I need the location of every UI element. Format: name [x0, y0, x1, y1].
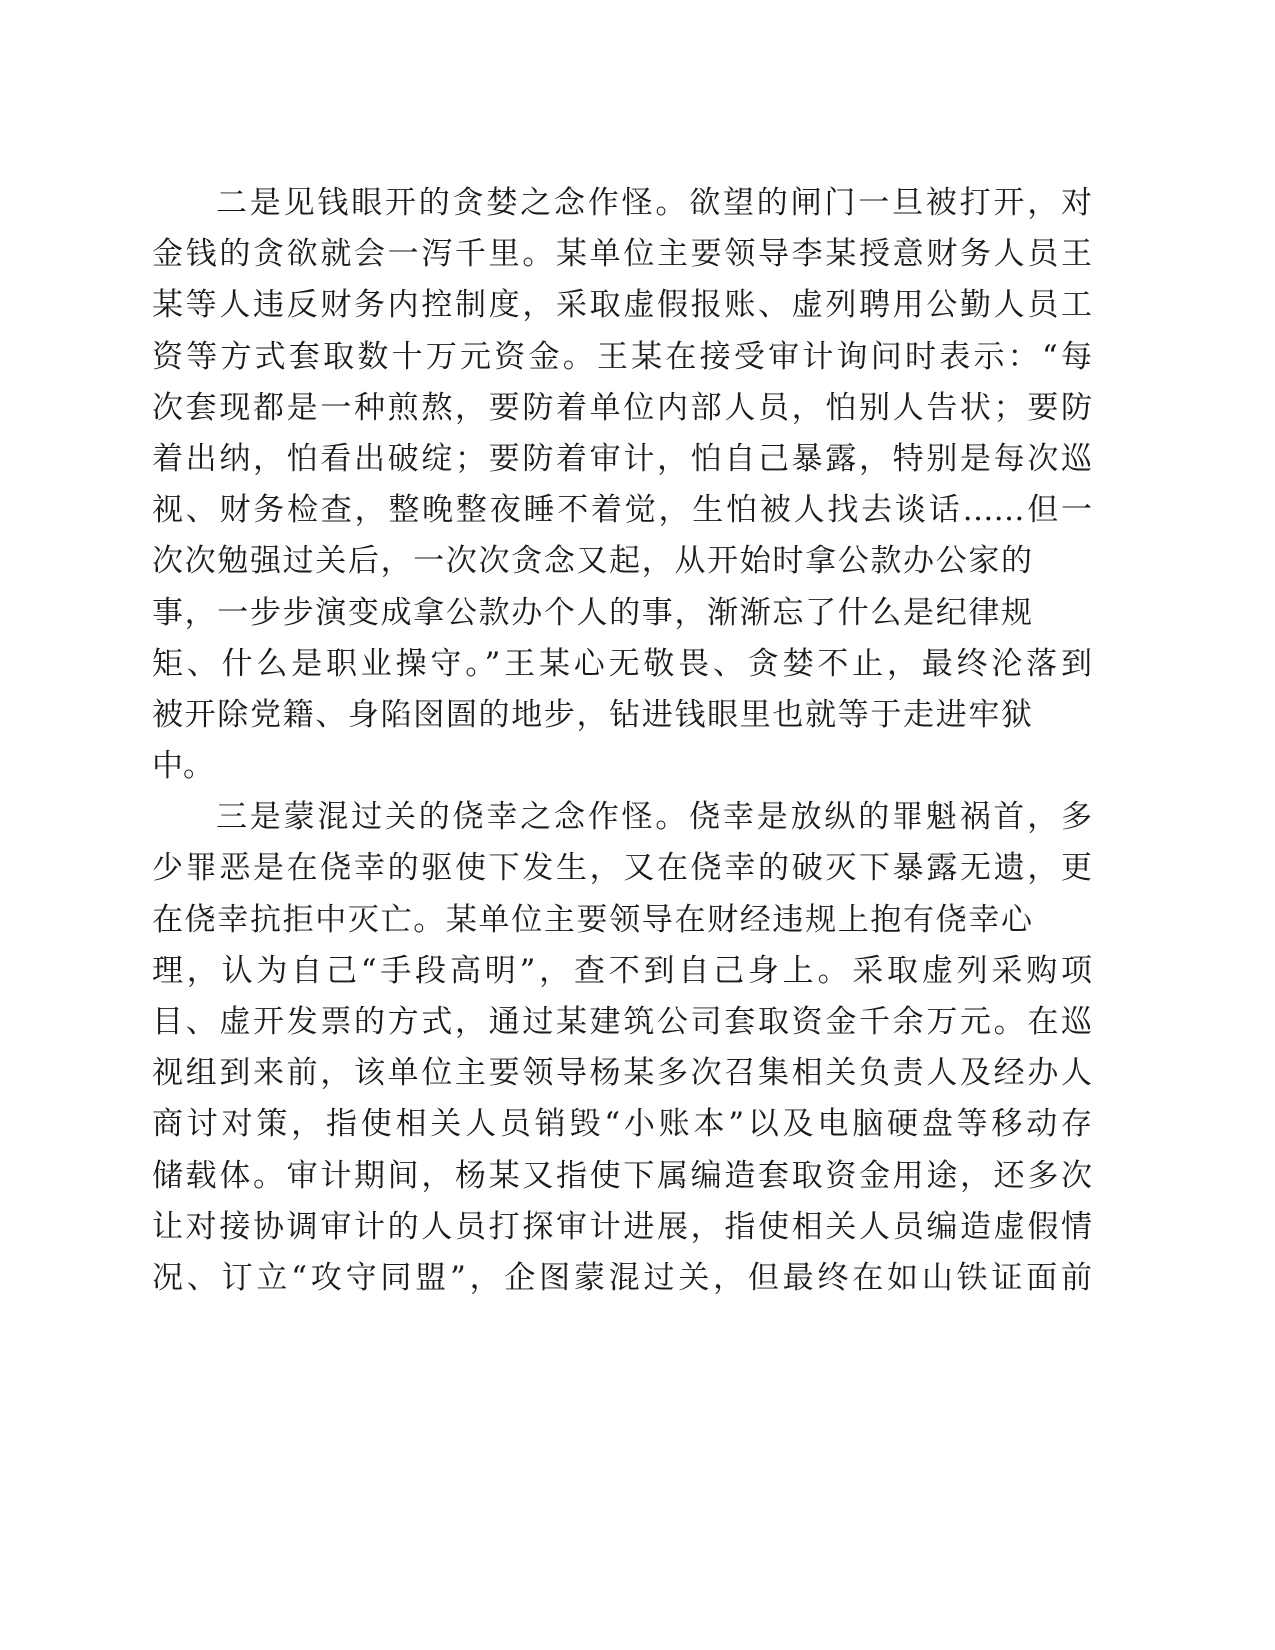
text-line: 次套现都是一种煎熬，要防着单位内部人员，怕别人告状；要防 [152, 389, 1092, 426]
text-line: 着出纳，怕看出破绽；要防着审计，怕自己暴露，特别是每次巡 [152, 440, 1092, 477]
text-line: 商讨对策，指使相关人员销毁“小账本”以及电脑硬盘等移动存 [152, 1106, 1092, 1143]
body-text [152, 178, 1092, 1304]
paragraph-1-last-line: 中。 [152, 748, 214, 785]
text-line: 被开除党籍、身陷囹圄的地步，钻进钱眼里也就等于走进牢狱 [152, 696, 1032, 733]
text-line: 金钱的贪欲就会一泻千里。某单位主要领导李某授意财务人员王 [152, 236, 1092, 273]
text-line: 事，一步步演变成拿公款办个人的事，渐渐忘了什么是纪律规 [152, 594, 1032, 631]
paragraph-2-first-line: 三是蒙混过关的侥幸之念作怪。侥幸是放纵的罪魁祸首，多 [216, 799, 1092, 836]
paragraph-1-first-line: 二是见钱眼开的贪婪之念作怪。欲望的闸门一旦被打开，对 [216, 185, 1092, 221]
text-line: 次次勉强过关后，一次次贪念又起，从开始时拿公款办公家的 [152, 543, 1032, 580]
text-line: 目、虚开发票的方式，通过某建筑公司套取资金千余万元。在巡 [152, 1004, 1092, 1040]
text-line: 况、订立“攻守同盟”，企图蒙混过关，但最终在如山铁证面前 [152, 1259, 1092, 1296]
text-line: 资等方式套取数十万元资金。王某在接受审计询问时表示：“每 [152, 338, 1092, 375]
text-line: 某等人违反财务内控制度，采取虚假报账、虚列聘用公勤人员工 [152, 287, 1092, 324]
text-line: 矩、什么是职业操守。”王某心无敬畏、贪婪不止，最终沦落到 [152, 645, 1092, 682]
text-line: 少罪恶是在侥幸的驱使下发生，又在侥幸的破灭下暴露无遗，更 [152, 850, 1092, 887]
text-line: 让对接协调审计的人员打探审计进展，指使相关人员编造虚假情 [152, 1208, 1092, 1245]
text-line: 理，认为自己“手段高明”，查不到自己身上。采取虚列采购项 [152, 952, 1092, 989]
text-line: 在侥幸抗拒中灭亡。某单位主要领导在财经违规上抱有侥幸心 [152, 901, 1032, 938]
text-line: 视组到来前，该单位主要领导杨某多次召集相关负责人及经办人 [152, 1055, 1092, 1092]
text-line: 视、财务检查，整晚整夜睡不着觉，生怕被人找去谈话……但一 [152, 492, 1092, 529]
text-line: 储载体。审计期间，杨某又指使下属编造套取资金用途，还多次 [152, 1157, 1092, 1194]
